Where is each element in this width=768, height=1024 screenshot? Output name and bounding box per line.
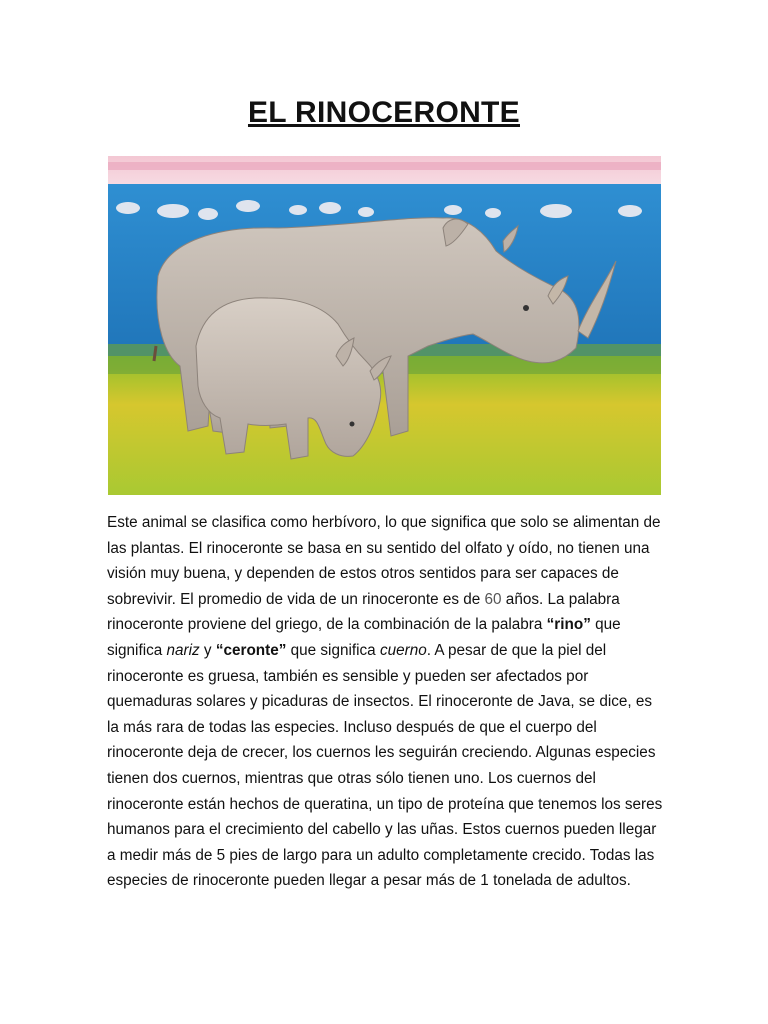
- body-paragraph: [107, 510, 667, 894]
- rhino-photo: [108, 156, 661, 495]
- text-segment: que significa: [286, 641, 380, 659]
- term-cuerno: cuerno: [379, 641, 427, 659]
- text-segment: y: [199, 641, 216, 659]
- text-segment: años. La palabra rinoceronte proviene del griego, de la combinación de la palabra: [107, 590, 620, 634]
- text-segment: que significa: [107, 616, 621, 659]
- rhino-illustration: [108, 156, 661, 495]
- page-title: EL RINOCERONTE: [247, 96, 520, 129]
- lifespan-number: 60: [484, 590, 502, 608]
- text-segment: Este animal se clasifica como herbívoro, lo que significa que solo se alimentan de las plantas. El rinoceronte se basa en su sentido del olfato y oído, no tienen una visión muy buena, y dependen de estos otros sentidos para ser capaces de sobrevivir. El promedio de vida de un rinoceronte es de: [107, 514, 661, 608]
- calf-eye: [350, 422, 355, 427]
- adult-eye: [523, 305, 529, 311]
- term-nariz: nariz: [166, 641, 200, 659]
- term-ceronte: “ceronte”: [215, 641, 287, 659]
- text-segment: . A pesar de que la piel del rinoceronte es gruesa, también es sensible y pueden ser afectados por quemaduras solares y picaduras de insectos. El rinoceronte de Java, se dice, es la más rara de todas las especies. Incluso después de que el cuerpo del rinoceronte deja de crecer, los cuernos les seguirán creciendo. Algunas especies tienen dos cuernos, mientras que otras sólo tienen uno. Los cuernos del rinoceronte están hechos de queratina, un tipo de proteína que tenemos los seres humanos para el crecimiento del cabello y las uñas. Estos cuernos pueden llegar a medir más de 5 pies de largo para un adulto completamente crecido. Todas las especies de rinoceronte pueden llegar a pesar más de 1 tonelada de adultos.: [107, 641, 663, 890]
- term-rino: “rino”: [546, 616, 591, 634]
